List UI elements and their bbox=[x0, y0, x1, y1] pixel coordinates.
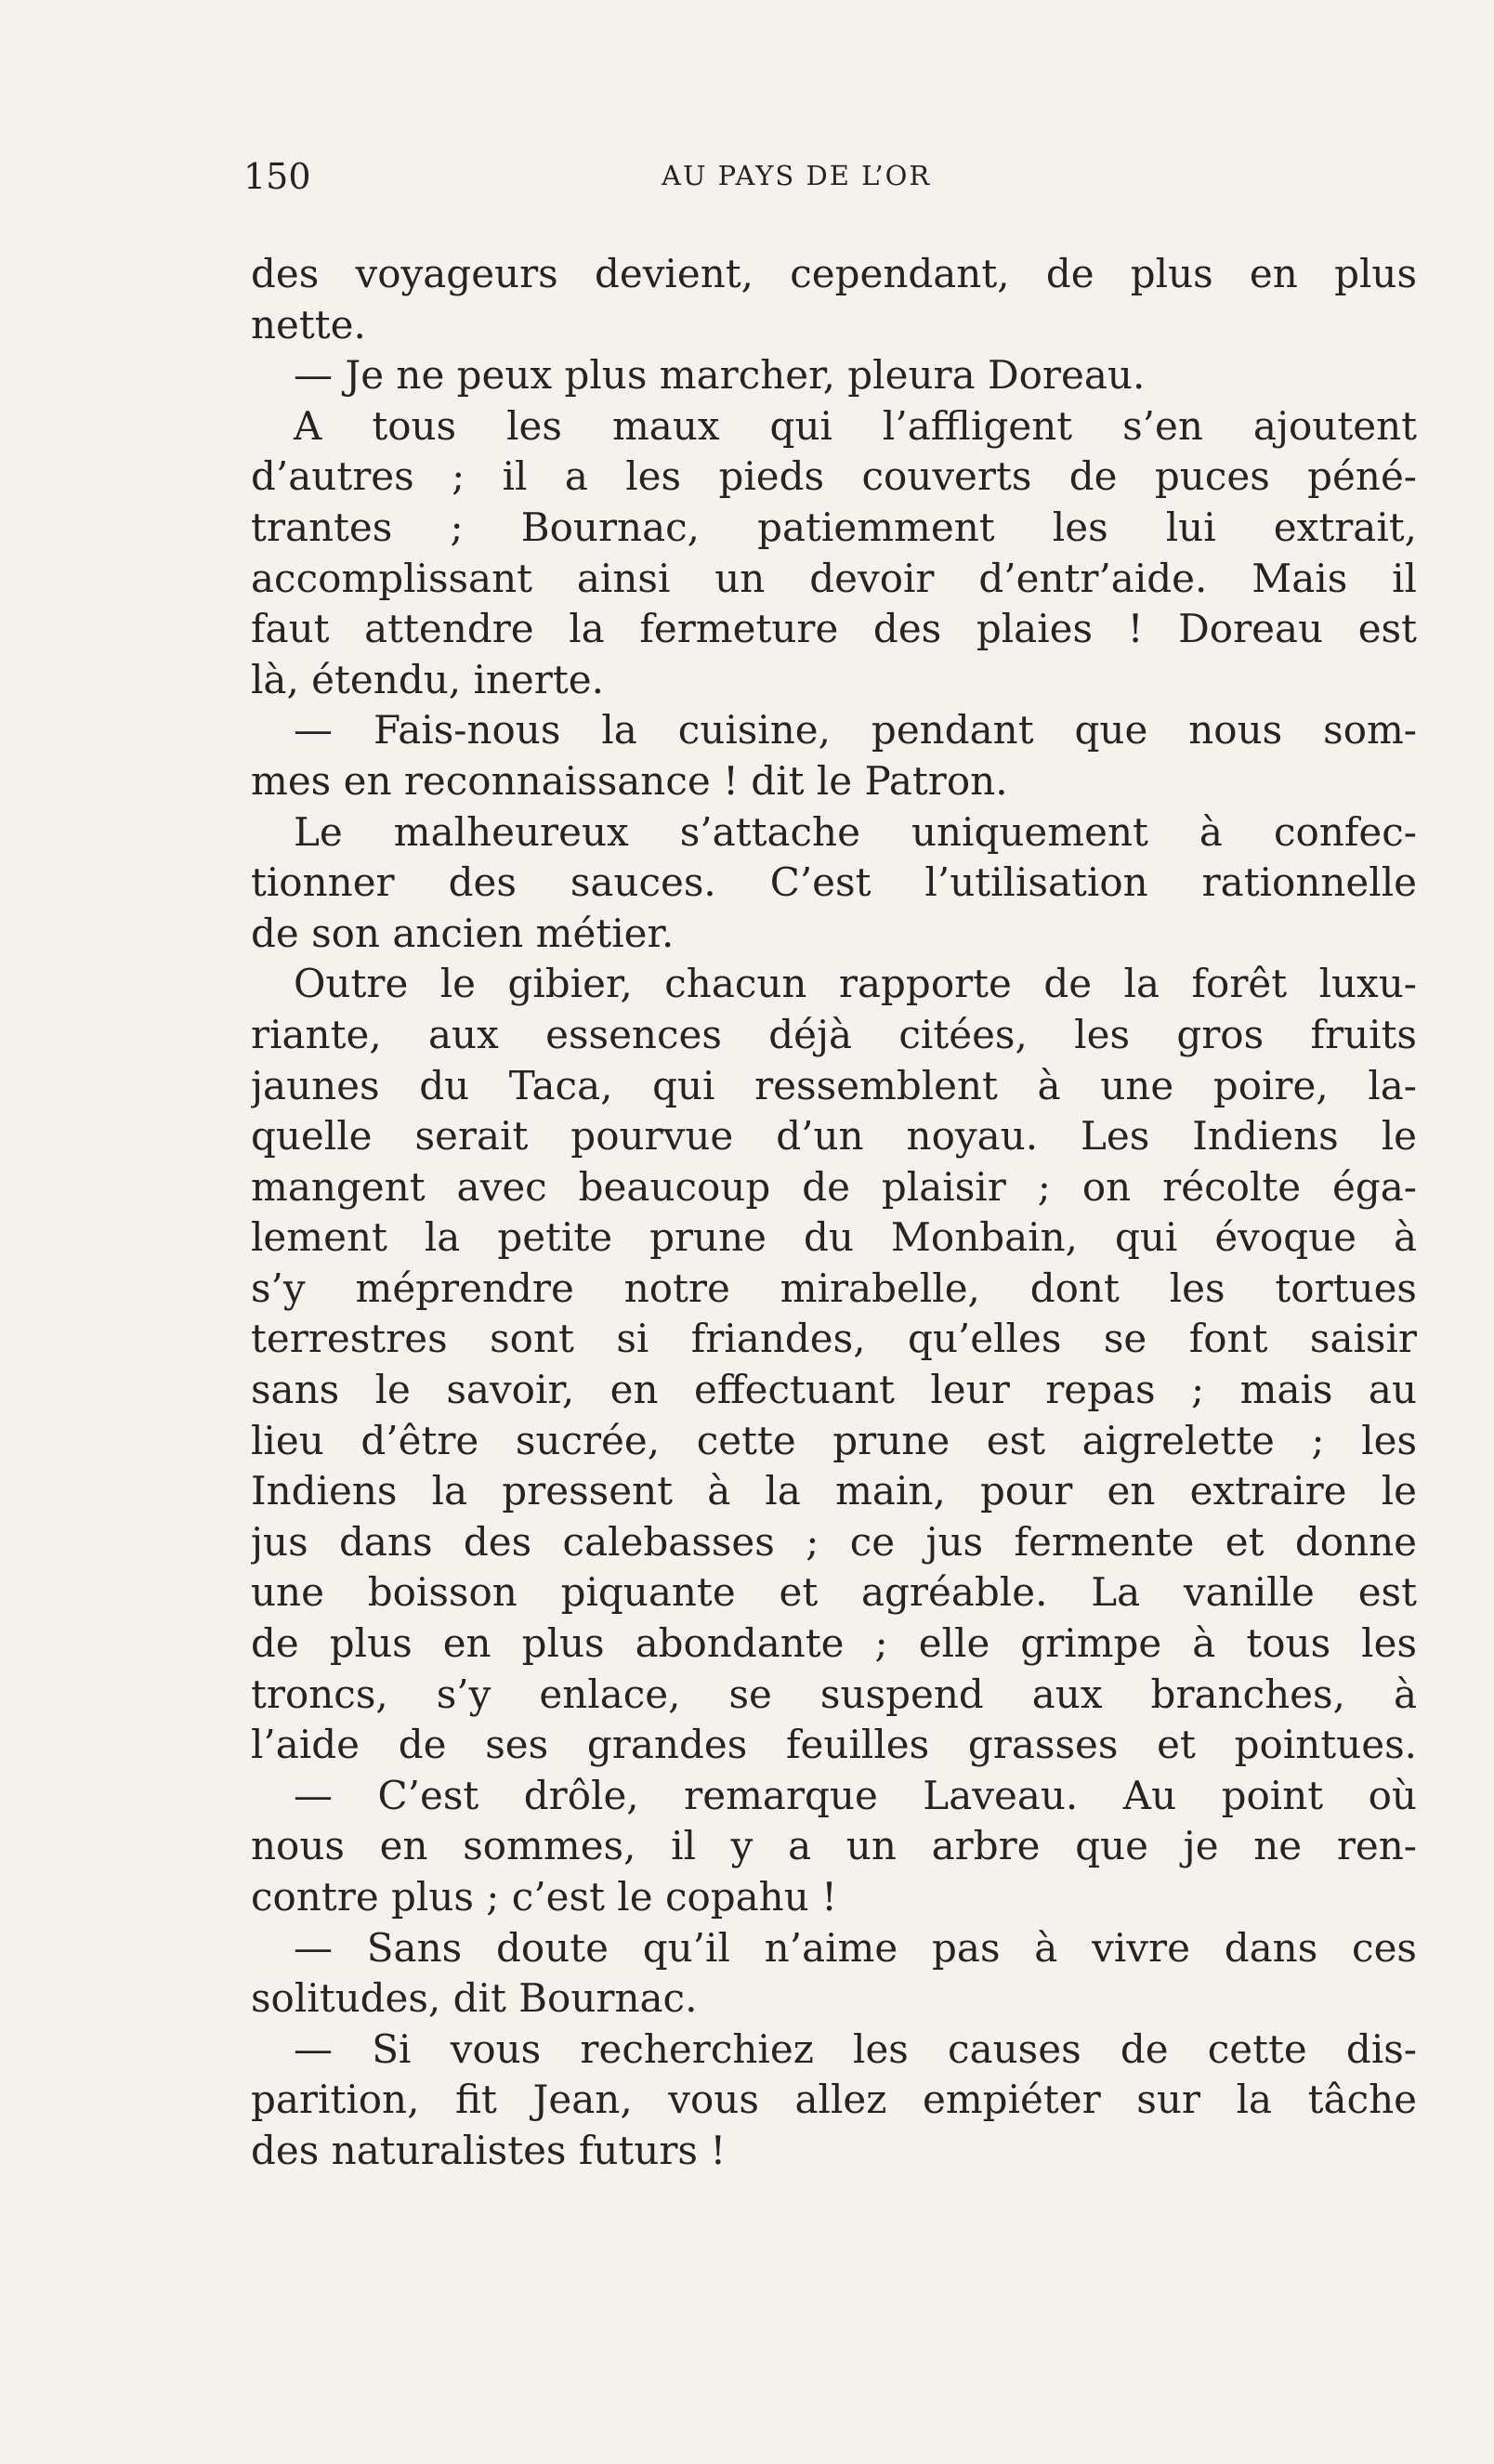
text-line: tionner des sauces. C’est l’utilisation rationnelle bbox=[251, 859, 1417, 906]
text-line: contre plus ; c’est le copahu ! bbox=[251, 1874, 838, 1920]
text-line: de son ancien métier. bbox=[251, 910, 675, 956]
text-line: terrestres sont si friandes, qu’elles se font saisir bbox=[251, 1316, 1417, 1362]
text-line: mes en reconnaissance ! dit le Patron. bbox=[251, 757, 1008, 804]
text-line: s’y méprendre notre mirabelle, dont les tortues bbox=[251, 1265, 1417, 1311]
text-line: — Sans doute qu’il n’aime pas à vivre dans ces bbox=[294, 1924, 1417, 1971]
text-line: trantes ; Bournac, patiemment les lui extrait, bbox=[251, 504, 1417, 550]
text-line: riante, aux essences déjà citées, les gros fruits bbox=[251, 1011, 1417, 1057]
text-line: Indiens la pressent à la main, pour en extraire le bbox=[251, 1468, 1417, 1514]
text-line: des voyageurs devient, cependant, de plus en plus bbox=[251, 251, 1417, 296]
text-line: une boisson piquante et agréable. La vanille est bbox=[251, 1569, 1417, 1616]
text-line: faut attendre la fermeture des plaies ! Doreau est bbox=[251, 606, 1417, 652]
running-title: AU PAYS DE L’OR bbox=[662, 160, 932, 191]
text-line: là, étendu, inerte. bbox=[251, 656, 604, 702]
text-line: — C’est drôle, remarque Laveau. Au point où bbox=[294, 1772, 1417, 1818]
text-line: jaunes du Taca, qui ressemblent à une poire, la- bbox=[251, 1062, 1417, 1108]
text-line: quelle serait pourvue d’un noyau. Les Indiens le bbox=[251, 1113, 1417, 1160]
text-line: accomplissant ainsi un devoir d’entr’aide. Mais il bbox=[251, 555, 1417, 601]
text-line: — Je ne peux plus marcher, pleura Doreau. bbox=[294, 352, 1146, 399]
text-line: lieu d’être sucrée, cette prune est aigrelette ; les bbox=[251, 1417, 1417, 1463]
text-line: des naturalistes futurs ! bbox=[251, 2127, 727, 2173]
page-header bbox=[243, 156, 1419, 201]
text-line: troncs, s’y enlace, se suspend aux branches, à bbox=[251, 1671, 1417, 1717]
text-line: solitudes, dit Bournac. bbox=[251, 1975, 698, 2022]
text-line: A tous les maux qui l’affligent s’en ajoutent bbox=[294, 402, 1417, 449]
text-line: lement la petite prune du Monbain, qui évoque à bbox=[251, 1214, 1417, 1261]
text-line: Le malheureux s’attache uniquement à confec- bbox=[294, 808, 1417, 855]
text-line: — Fais-nous la cuisine, pendant que nous som- bbox=[294, 707, 1417, 754]
text-line: — Si vous recherchiez les causes de cette dis- bbox=[294, 2025, 1417, 2072]
text-line: mangent avec beaucoup de plaisir ; on récolte éga- bbox=[251, 1163, 1417, 1210]
text-line: d’autres ; il a les pieds couverts de puces péné- bbox=[251, 453, 1417, 500]
body-text bbox=[251, 249, 1417, 2177]
text-line: l’aide de ses grandes feuilles grasses et pointues. bbox=[251, 1722, 1417, 1768]
text-line: jus dans des calebasses ; ce jus fermente et donne bbox=[251, 1518, 1417, 1565]
page-number: 150 bbox=[243, 156, 311, 197]
text-line: parition, fit Jean, vous allez empiéter sur la tâche bbox=[251, 2077, 1417, 2123]
text-line: de plus en plus abondante ; elle grimpe à tous les bbox=[251, 1620, 1417, 1667]
text-line: nous en sommes, il y a un arbre que je ne ren- bbox=[251, 1823, 1417, 1869]
text-line: Outre le gibier, chacun rapporte de la forêt luxu- bbox=[294, 961, 1417, 1007]
text-line: nette. bbox=[251, 301, 366, 347]
text-line: sans le savoir, en effectuant leur repas ; mais au bbox=[251, 1367, 1417, 1413]
